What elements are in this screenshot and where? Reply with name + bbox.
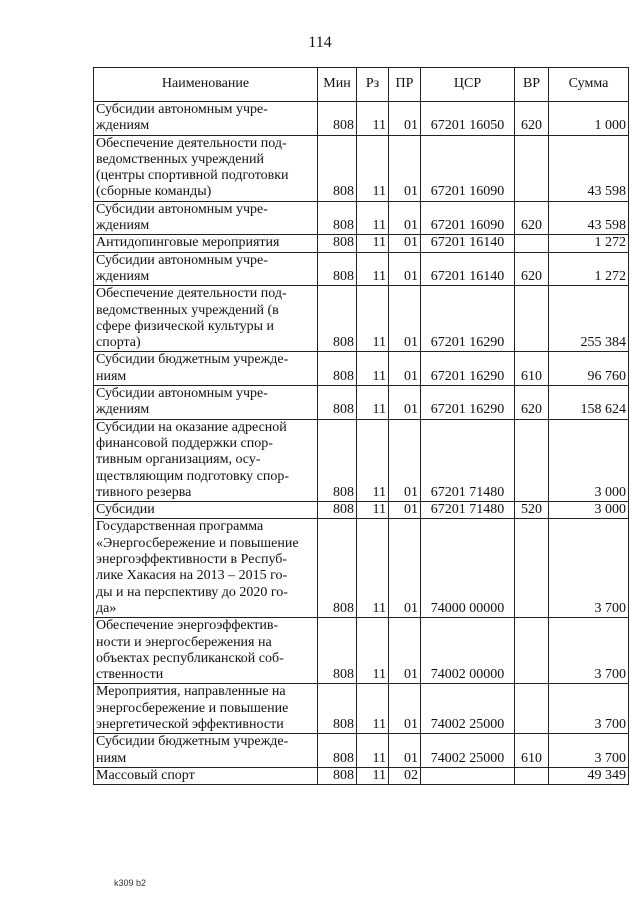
table-row bbox=[94, 767, 629, 784]
table-row bbox=[94, 135, 629, 201]
cell-name: Обеспечение деятельности под- ведомственных учреждений (центры спортивной подготовки (сборные команды) bbox=[94, 135, 318, 201]
header-min: Мин bbox=[318, 68, 357, 102]
cell-name: Мероприятия, направленные на энергосбережение и повышение энергетической эффективности bbox=[94, 684, 318, 734]
cell-name: Государственная программа «Энергосбережение и повышение энергоэффективности в Респуб- лике Хакасия на 2013 – 2015 го- ды и на перспективу до 2020 го- да» bbox=[94, 519, 318, 618]
cell-rz: 11 bbox=[357, 286, 389, 352]
cell-vr: 520 bbox=[515, 502, 549, 519]
cell-min: 808 bbox=[318, 386, 357, 420]
cell-rz: 11 bbox=[357, 352, 389, 386]
cell-csr: 67201 71480 bbox=[421, 502, 515, 519]
cell-vr bbox=[515, 684, 549, 734]
cell-rz: 11 bbox=[357, 201, 389, 235]
header-pr: ПР bbox=[389, 68, 421, 102]
cell-csr: 67201 16290 bbox=[421, 386, 515, 420]
header-sum: Сумма bbox=[549, 68, 629, 102]
cell-rz: 11 bbox=[357, 135, 389, 201]
cell-name: Субсидии автономным учре- ждениям bbox=[94, 201, 318, 235]
cell-pr: 01 bbox=[389, 352, 421, 386]
cell-vr: 610 bbox=[515, 352, 549, 386]
header-rz: Рз bbox=[357, 68, 389, 102]
cell-sum: 3 000 bbox=[549, 502, 629, 519]
cell-min: 808 bbox=[318, 519, 357, 618]
cell-pr: 01 bbox=[389, 502, 421, 519]
cell-rz: 11 bbox=[357, 102, 389, 136]
cell-csr: 74000 00000 bbox=[421, 519, 515, 618]
header-name: Наименование bbox=[94, 68, 318, 102]
cell-vr bbox=[515, 286, 549, 352]
cell-csr: 67201 16090 bbox=[421, 135, 515, 201]
cell-csr: 74002 25000 bbox=[421, 734, 515, 768]
cell-sum: 1 000 bbox=[549, 102, 629, 136]
cell-rz: 11 bbox=[357, 419, 389, 501]
cell-rz: 11 bbox=[357, 235, 389, 252]
cell-pr: 01 bbox=[389, 519, 421, 618]
cell-vr: 620 bbox=[515, 201, 549, 235]
table-row bbox=[94, 286, 629, 352]
cell-name: Массовый спорт bbox=[94, 767, 318, 784]
cell-sum: 3 700 bbox=[549, 618, 629, 684]
cell-min: 808 bbox=[318, 502, 357, 519]
cell-pr: 01 bbox=[389, 252, 421, 286]
cell-name: Обеспечение энергоэффектив- ности и энергосбережения на объектах республиканской соб- ственности bbox=[94, 618, 318, 684]
cell-csr: 67201 16140 bbox=[421, 235, 515, 252]
cell-rz: 11 bbox=[357, 252, 389, 286]
header-vr: ВР bbox=[515, 68, 549, 102]
cell-pr: 01 bbox=[389, 386, 421, 420]
budget-table bbox=[93, 67, 629, 785]
cell-min: 808 bbox=[318, 286, 357, 352]
cell-min: 808 bbox=[318, 618, 357, 684]
cell-pr: 01 bbox=[389, 618, 421, 684]
cell-name: Субсидии бюджетным учрежде- ниям bbox=[94, 734, 318, 768]
cell-name: Субсидии автономным учре- ждениям bbox=[94, 102, 318, 136]
cell-rz: 11 bbox=[357, 684, 389, 734]
cell-vr bbox=[515, 519, 549, 618]
cell-name: Субсидии автономным учре- ждениям bbox=[94, 386, 318, 420]
table-row bbox=[94, 235, 629, 252]
cell-min: 808 bbox=[318, 252, 357, 286]
cell-pr: 01 bbox=[389, 102, 421, 136]
page-number: 114 bbox=[308, 34, 332, 51]
cell-sum: 1 272 bbox=[549, 252, 629, 286]
cell-name: Антидопинговые мероприятия bbox=[94, 235, 318, 252]
cell-sum: 3 700 bbox=[549, 684, 629, 734]
cell-pr: 01 bbox=[389, 201, 421, 235]
table-row bbox=[94, 684, 629, 734]
cell-min: 808 bbox=[318, 135, 357, 201]
cell-sum: 255 384 bbox=[549, 286, 629, 352]
cell-csr: 67201 16140 bbox=[421, 252, 515, 286]
cell-sum: 3 700 bbox=[549, 519, 629, 618]
cell-vr: 620 bbox=[515, 252, 549, 286]
cell-csr: 67201 16090 bbox=[421, 201, 515, 235]
cell-csr: 74002 00000 bbox=[421, 618, 515, 684]
cell-pr: 01 bbox=[389, 419, 421, 501]
cell-vr bbox=[515, 767, 549, 784]
footer-code: k309 b2 bbox=[114, 878, 147, 888]
cell-pr: 02 bbox=[389, 767, 421, 784]
cell-sum: 96 760 bbox=[549, 352, 629, 386]
table-row bbox=[94, 734, 629, 768]
cell-name: Субсидии бюджетным учрежде- ниям bbox=[94, 352, 318, 386]
table-row bbox=[94, 352, 629, 386]
cell-csr: 67201 71480 bbox=[421, 419, 515, 501]
cell-sum: 43 598 bbox=[549, 135, 629, 201]
cell-name: Субсидии на оказание адресной финансовой поддержки спор- тивным организациям, осу- ществляющим подготовку спор- тивного резерва bbox=[94, 419, 318, 501]
cell-csr: 67201 16290 bbox=[421, 352, 515, 386]
cell-vr: 620 bbox=[515, 386, 549, 420]
table-row bbox=[94, 419, 629, 501]
cell-vr bbox=[515, 235, 549, 252]
cell-vr bbox=[515, 419, 549, 501]
cell-vr bbox=[515, 618, 549, 684]
cell-csr: 67201 16050 bbox=[421, 102, 515, 136]
cell-csr bbox=[421, 767, 515, 784]
cell-sum: 3 700 bbox=[549, 734, 629, 768]
cell-rz: 11 bbox=[357, 519, 389, 618]
cell-sum: 158 624 bbox=[549, 386, 629, 420]
cell-sum: 1 272 bbox=[549, 235, 629, 252]
cell-rz: 11 bbox=[357, 618, 389, 684]
cell-rz: 11 bbox=[357, 386, 389, 420]
cell-min: 808 bbox=[318, 767, 357, 784]
cell-min: 808 bbox=[318, 201, 357, 235]
cell-csr: 67201 16290 bbox=[421, 286, 515, 352]
cell-rz: 11 bbox=[357, 734, 389, 768]
header-csr: ЦСР bbox=[421, 68, 515, 102]
cell-min: 808 bbox=[318, 352, 357, 386]
cell-sum: 49 349 bbox=[549, 767, 629, 784]
cell-name: Субсидии bbox=[94, 502, 318, 519]
cell-sum: 3 000 bbox=[549, 419, 629, 501]
cell-name: Субсидии автономным учре- ждениям bbox=[94, 252, 318, 286]
cell-rz: 11 bbox=[357, 502, 389, 519]
cell-vr bbox=[515, 135, 549, 201]
cell-pr: 01 bbox=[389, 734, 421, 768]
table-header-row bbox=[94, 68, 629, 102]
table-body bbox=[94, 102, 629, 785]
cell-min: 808 bbox=[318, 419, 357, 501]
cell-min: 808 bbox=[318, 734, 357, 768]
cell-pr: 01 bbox=[389, 135, 421, 201]
table-row bbox=[94, 252, 629, 286]
cell-min: 808 bbox=[318, 102, 357, 136]
cell-sum: 43 598 bbox=[549, 201, 629, 235]
table-row bbox=[94, 519, 629, 618]
table-row bbox=[94, 386, 629, 420]
cell-pr: 01 bbox=[389, 235, 421, 252]
cell-vr: 620 bbox=[515, 102, 549, 136]
cell-min: 808 bbox=[318, 235, 357, 252]
cell-pr: 01 bbox=[389, 286, 421, 352]
table-row bbox=[94, 618, 629, 684]
table-row bbox=[94, 502, 629, 519]
cell-min: 808 bbox=[318, 684, 357, 734]
cell-pr: 01 bbox=[389, 684, 421, 734]
table-row bbox=[94, 102, 629, 136]
cell-rz: 11 bbox=[357, 767, 389, 784]
cell-csr: 74002 25000 bbox=[421, 684, 515, 734]
cell-vr: 610 bbox=[515, 734, 549, 768]
table-row bbox=[94, 201, 629, 235]
cell-name: Обеспечение деятельности под- ведомственных учреждений (в сфере физической культуры и спорта) bbox=[94, 286, 318, 352]
